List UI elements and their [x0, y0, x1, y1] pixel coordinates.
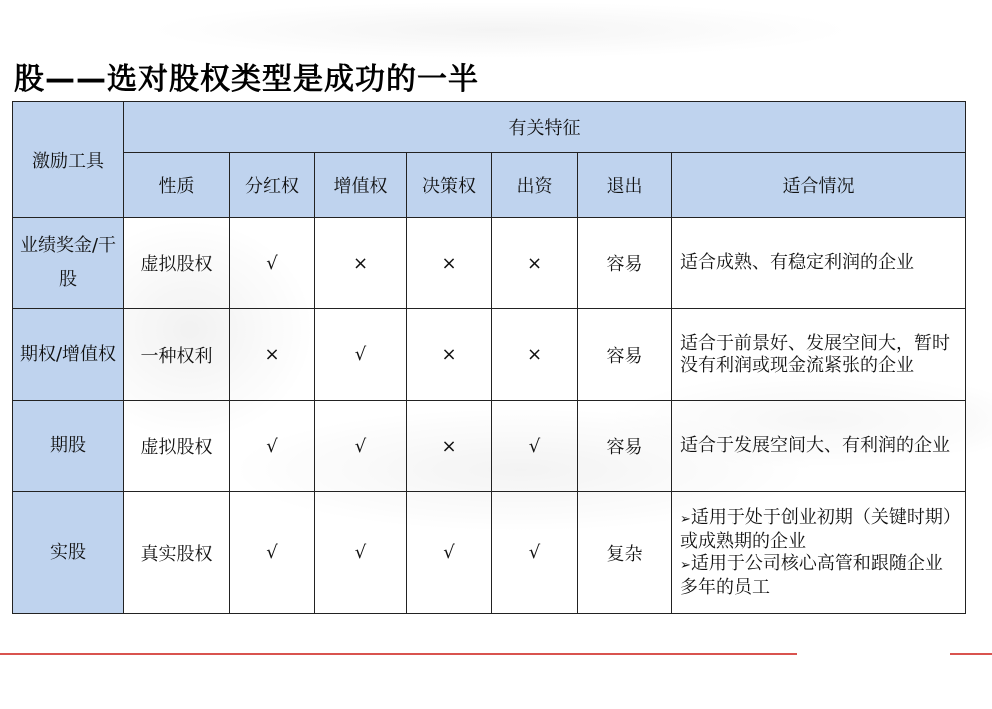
cell-decision: ×	[407, 218, 492, 309]
header-suitability: 适合情况	[672, 153, 966, 218]
cell-suitability	[672, 401, 966, 492]
cell-nature: 虚拟股权	[124, 218, 230, 309]
table-row	[13, 401, 966, 492]
suitability-text: 适合成熟、有稳定利润的企业	[680, 252, 914, 273]
cell-dividend: √	[230, 492, 315, 614]
row-tool: 实股	[13, 492, 124, 614]
row-tool: 业绩奖金/干股	[13, 218, 124, 309]
cell-exit: 容易	[578, 218, 672, 309]
cell-nature: 虚拟股权	[124, 401, 230, 492]
cell-capital: √	[492, 492, 578, 614]
cell-suitability	[672, 309, 966, 401]
cell-capital: √	[492, 401, 578, 492]
cell-exit: 容易	[578, 309, 672, 401]
suitability-item	[680, 507, 959, 553]
row-tool: 期权/增值权	[13, 309, 124, 401]
cell-appreciation: ×	[315, 218, 407, 309]
cell-suitability	[672, 218, 966, 309]
row-tool: 期股	[13, 401, 124, 492]
equity-comparison-table	[12, 101, 966, 614]
cell-suitability	[672, 492, 966, 614]
cell-appreciation: √	[315, 401, 407, 492]
header-exit: 退出	[578, 153, 672, 218]
cell-nature: 真实股权	[124, 492, 230, 614]
cell-capital: ×	[492, 309, 578, 401]
header-decision: 决策权	[407, 153, 492, 218]
cell-dividend: √	[230, 218, 315, 309]
header-incentive-tool: 激励工具	[13, 102, 124, 218]
table-row	[13, 309, 966, 401]
cell-dividend: √	[230, 401, 315, 492]
page-title: 股——选对股权类型是成功的一半	[14, 62, 479, 97]
header-features-group: 有关特征	[124, 102, 966, 153]
cell-exit: 容易	[578, 401, 672, 492]
cell-exit: 复杂	[578, 492, 672, 614]
cell-nature: 一种权利	[124, 309, 230, 401]
cell-appreciation: √	[315, 309, 407, 401]
suitability-text: 适用于公司核心高管和跟随企业多年的员工	[680, 552, 943, 598]
arrow-bullet-icon: ➢	[680, 511, 691, 527]
arrow-bullet-icon: ➢	[680, 557, 691, 573]
table-row	[13, 492, 966, 614]
cell-decision: ×	[407, 401, 492, 492]
suitability-text: 适用于处于创业初期（关键时期）或成熟期的企业	[680, 506, 952, 552]
suitability-text: 适合于前景好、发展空间大，暂时没有利润或现金流紧张的企业	[680, 332, 950, 376]
header-nature: 性质	[124, 153, 230, 218]
suitability-item	[680, 553, 959, 599]
cell-capital: ×	[492, 218, 578, 309]
footer-divider-left	[0, 653, 797, 655]
cell-appreciation: √	[315, 492, 407, 614]
header-appreciation: 增值权	[315, 153, 407, 218]
cell-decision: ×	[407, 309, 492, 401]
table-row	[13, 218, 966, 309]
cell-dividend: ×	[230, 309, 315, 401]
header-dividend: 分红权	[230, 153, 315, 218]
header-capital: 出资	[492, 153, 578, 218]
cell-decision: √	[407, 492, 492, 614]
suitability-text: 适合于发展空间大、有利润的企业	[680, 435, 950, 456]
footer-divider-right	[950, 653, 992, 655]
